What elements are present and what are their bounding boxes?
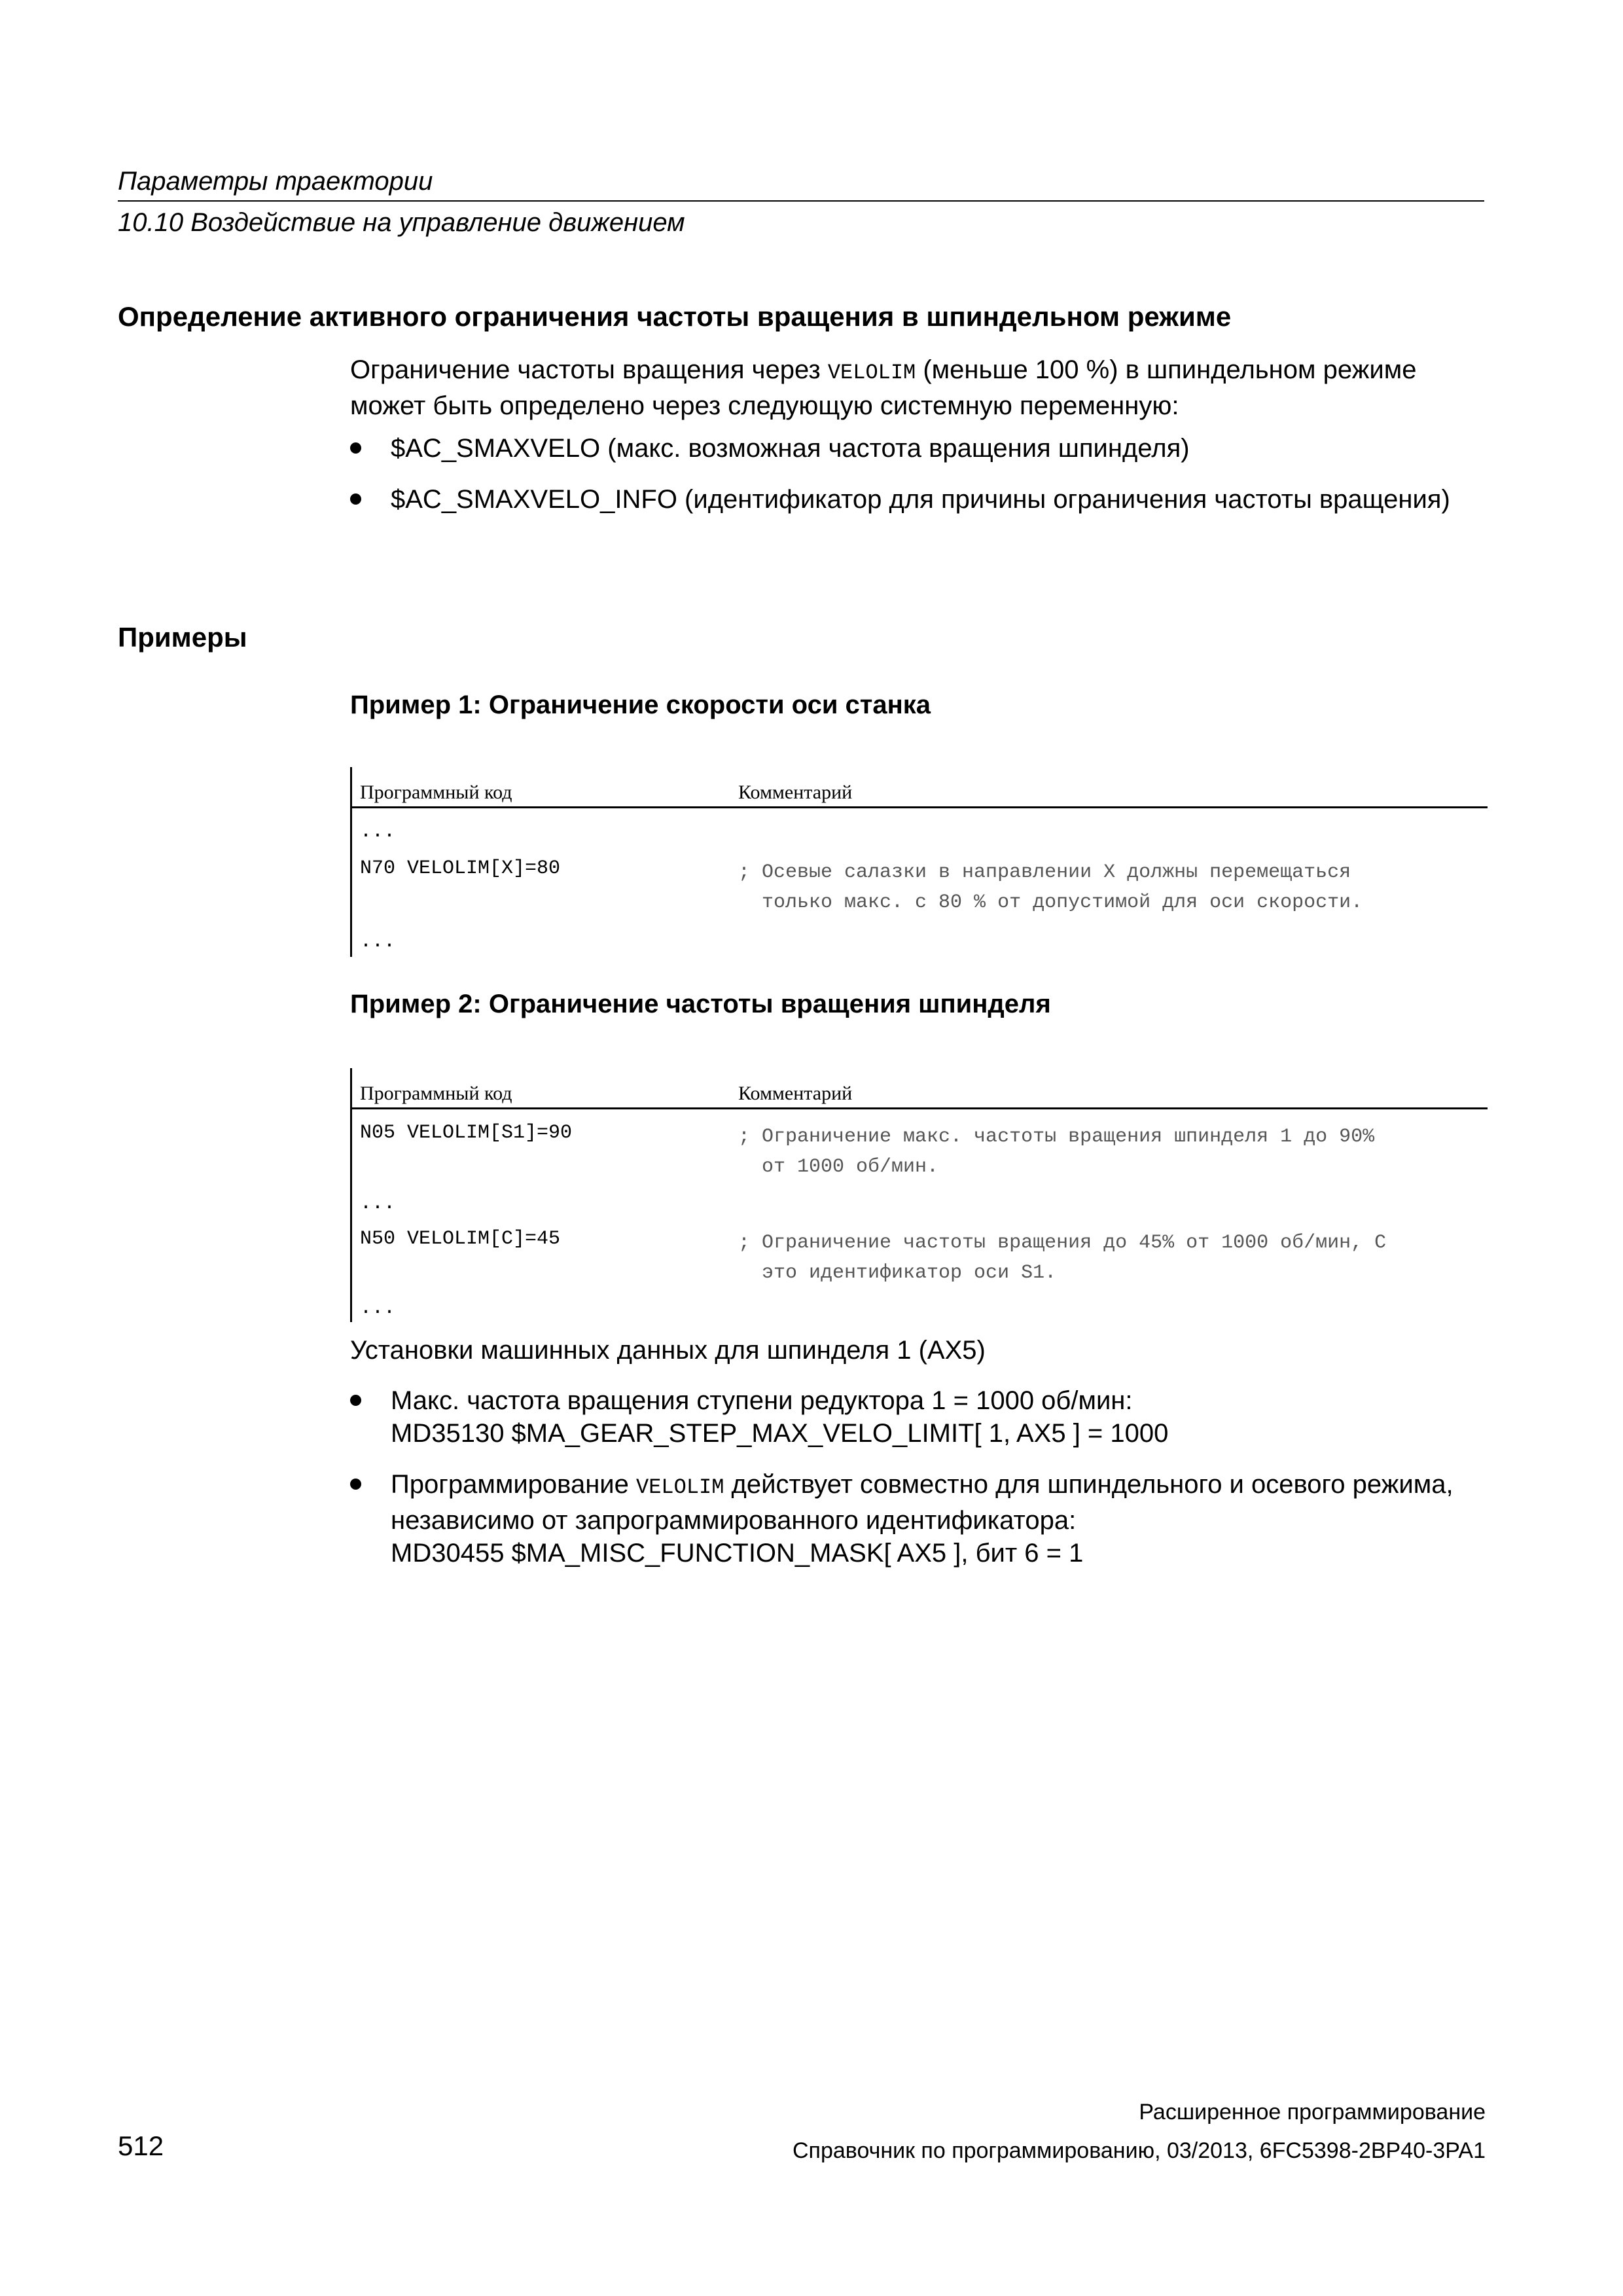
code-line: N05 VELOLIM[S1]=90 bbox=[360, 1122, 573, 1144]
code-line: ... bbox=[360, 1297, 396, 1319]
bullet-text bbox=[391, 1384, 1486, 1450]
running-header-subtitle: 10.10 Воздействие на управление движением bbox=[118, 208, 685, 237]
example-2-title: Пример 2: Ограничение частоты вращения шпинделя bbox=[350, 990, 1051, 1018]
bullet-item bbox=[350, 1384, 1486, 1450]
machine-data-intro: Установки машинных данных для шпинделя 1 (AX5) bbox=[350, 1336, 986, 1365]
page-number: 512 bbox=[118, 2130, 164, 2161]
code-table-example-2 bbox=[350, 1068, 1488, 1322]
footer-book-title: Расширенное программирование bbox=[1139, 2100, 1486, 2125]
bullet-item bbox=[350, 483, 1486, 516]
bullet-text-start: Программирование bbox=[391, 1470, 636, 1499]
bullet-item bbox=[350, 1468, 1486, 1570]
bullet-icon bbox=[350, 1395, 361, 1406]
bullet-line: MD30455 $MA_MISC_FUNCTION_MASK[ AX5 ], бит 6 = 1 bbox=[391, 1539, 1084, 1568]
bullet-icon bbox=[350, 493, 361, 505]
column-header-comment: Комментарий bbox=[738, 1083, 853, 1104]
section-heading: Определение активного ограничения частоты вращения в шпиндельном режиме bbox=[118, 301, 1232, 332]
bullet-text bbox=[391, 1468, 1486, 1570]
paragraph-text-end: (меньше 100 %) в шпиндельном режиме может быть определено через следующую системную переменную: bbox=[350, 355, 1417, 420]
bullet-item bbox=[350, 432, 1486, 465]
bullet-icon bbox=[350, 1479, 361, 1490]
code-line: ... bbox=[360, 1193, 396, 1215]
bullet-text: $AC_SMAXVELO_INFO (идентификатор для причины ограничения частоты вращения) bbox=[391, 485, 1450, 514]
column-header-code: Программный код bbox=[360, 781, 512, 803]
paragraph-text-start: Ограничение частоты вращения через bbox=[350, 355, 828, 384]
code-line: ... bbox=[360, 821, 396, 843]
header-divider bbox=[118, 200, 1484, 202]
code-table-header bbox=[352, 1068, 1488, 1109]
code-line: ... bbox=[360, 931, 396, 953]
running-header-title: Параметры траектории bbox=[118, 167, 433, 196]
code-table-example-1 bbox=[350, 767, 1488, 957]
code-line: N70 VELOLIM[X]=80 bbox=[360, 857, 561, 880]
code-table-header bbox=[352, 767, 1488, 808]
code-line: N50 VELOLIM[C]=45 bbox=[360, 1228, 561, 1250]
inline-code-velolim: VELOLIM bbox=[636, 1475, 724, 1499]
code-comment: ; Ограничение частоты вращения до 45% от 1000 об/мин, C это идентификатор оси S1. bbox=[738, 1232, 1387, 1284]
code-comment: ; Осевые салазки в направлении X должны перемещаться только макс. с 80 % от допустимой для оси скорости. bbox=[738, 861, 1363, 914]
footer-reference: Справочник по программированию, 03/2013, 6FC5398-2BP40-3PA1 bbox=[793, 2138, 1486, 2163]
bullet-icon bbox=[350, 442, 361, 454]
example-1-title: Пример 1: Ограничение скорости оси станка bbox=[350, 691, 931, 719]
column-header-comment: Комментарий bbox=[738, 781, 853, 803]
bullet-line: Макс. частота вращения ступени редуктора 1 = 1000 об/мин: bbox=[391, 1386, 1133, 1415]
bullet-paragraph bbox=[391, 1468, 1486, 1537]
column-header-code: Программный код bbox=[360, 1083, 512, 1104]
inline-code-velolim: VELOLIM bbox=[827, 361, 916, 385]
bullet-line: MD35130 $MA_GEAR_STEP_MAX_VELO_LIMIT[ 1, AX5 ] = 1000 bbox=[391, 1419, 1169, 1448]
examples-heading: Примеры bbox=[118, 622, 247, 653]
bullet-text-end: действует совместно для шпиндельного и осевого режима, независимо от запрограммированного идентификатора: bbox=[391, 1470, 1454, 1535]
code-comment: ; Ограничение макс. частоты вращения шпинделя 1 до 90% от 1000 об/мин. bbox=[738, 1126, 1375, 1178]
section-paragraph bbox=[350, 353, 1486, 422]
bullet-text: $AC_SMAXVELO (макс. возможная частота вращения шпинделя) bbox=[391, 434, 1190, 463]
